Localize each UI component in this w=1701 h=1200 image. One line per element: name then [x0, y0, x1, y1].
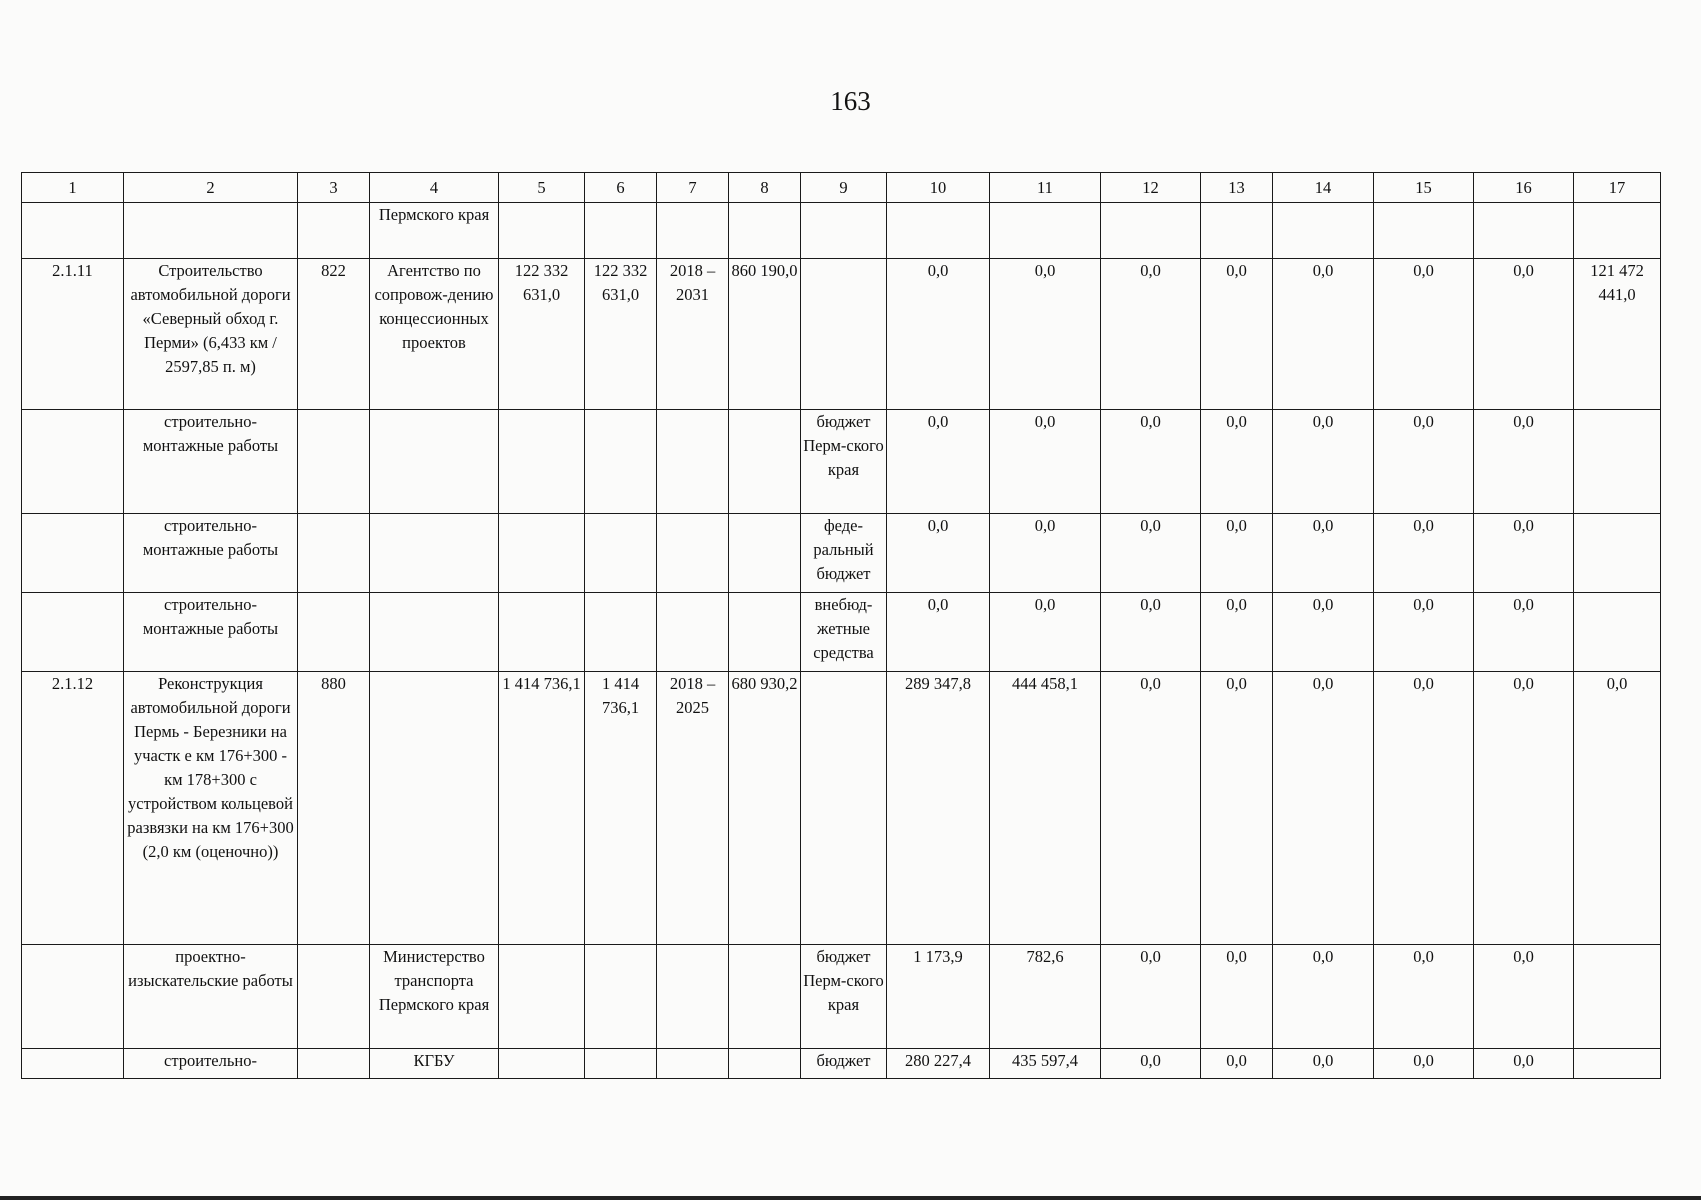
table-cell: 289 347,8 [887, 672, 990, 945]
table-cell [499, 203, 585, 259]
table-row [22, 945, 1661, 1049]
table-cell: Реконструкция автомобильной дороги Пермь - Березники на участк е км 176+300 - км 178+300 с устройством кольцевой развязки на км 176+300 (2,0 км (оценочно)) [124, 672, 298, 945]
table-cell: бюджет [801, 1049, 887, 1079]
table-cell: феде-ральный бюджет [801, 514, 887, 593]
table-cell [499, 945, 585, 1049]
table-cell: 0,0 [990, 410, 1101, 514]
table-cell: 1 414 736,1 [499, 672, 585, 945]
table-cell: 1 414 736,1 [585, 672, 657, 945]
table-cell [801, 672, 887, 945]
table-cell [370, 410, 499, 514]
table-cell [657, 514, 729, 593]
table-cell [585, 203, 657, 259]
table-cell: Министерство транспорта Пермского края [370, 945, 499, 1049]
table-cell [990, 203, 1101, 259]
table-cell [22, 203, 124, 259]
table-cell: 0,0 [1273, 259, 1374, 410]
table-cell [370, 514, 499, 593]
table-cell: 0,0 [1474, 410, 1574, 514]
table-cell [499, 593, 585, 672]
scan-bottom-edge [0, 1196, 1701, 1200]
table-row [22, 410, 1661, 514]
page-number: 163 [830, 86, 871, 116]
table-cell [1574, 945, 1661, 1049]
table-cell: 0,0 [990, 259, 1101, 410]
table-cell [1574, 1049, 1661, 1079]
table-cell: 0,0 [1574, 672, 1661, 945]
table-cell [657, 1049, 729, 1079]
column-number-cell: 5 [499, 173, 585, 203]
table-cell [585, 593, 657, 672]
budget-table [21, 172, 1661, 1079]
table-cell: 0,0 [1374, 593, 1474, 672]
table-cell [1201, 203, 1273, 259]
table-cell [22, 1049, 124, 1079]
table-cell: КГБУ [370, 1049, 499, 1079]
table-cell: 0,0 [1374, 514, 1474, 593]
column-number-cell: 13 [1201, 173, 1273, 203]
table-cell: 0,0 [1474, 259, 1574, 410]
column-number-cell: 8 [729, 173, 801, 203]
table-cell: 0,0 [1201, 514, 1273, 593]
table-cell: 0,0 [1101, 514, 1201, 593]
table-cell: 444 458,1 [990, 672, 1101, 945]
table-cell: 0,0 [1101, 945, 1201, 1049]
table-cell [124, 203, 298, 259]
column-number-cell: 15 [1374, 173, 1474, 203]
table-cell [801, 259, 887, 410]
table-cell [1273, 203, 1374, 259]
table-cell [370, 593, 499, 672]
table-cell [657, 410, 729, 514]
table-cell [22, 945, 124, 1049]
table-cell: 0,0 [1201, 410, 1273, 514]
table-cell: 860 190,0 [729, 259, 801, 410]
table-cell: 0,0 [1374, 410, 1474, 514]
table-cell: строительно- [124, 1049, 298, 1079]
table-cell: 680 930,2 [729, 672, 801, 945]
column-number-cell: 12 [1101, 173, 1201, 203]
table-cell [657, 593, 729, 672]
table-row [22, 203, 1661, 259]
table-cell: 0,0 [1201, 259, 1273, 410]
table-cell: 0,0 [1101, 672, 1201, 945]
table-cell: 0,0 [887, 410, 990, 514]
table-cell: 0,0 [1101, 410, 1201, 514]
table-cell [1574, 593, 1661, 672]
column-number-cell: 10 [887, 173, 990, 203]
table-cell [22, 410, 124, 514]
table-cell: 0,0 [1474, 593, 1574, 672]
table-cell: 0,0 [1201, 945, 1273, 1049]
table-cell: бюджет Перм-ского края [801, 410, 887, 514]
table-cell [657, 945, 729, 1049]
table-cell: 2018 – 2025 [657, 672, 729, 945]
table-cell: 0,0 [1474, 945, 1574, 1049]
table-cell: 0,0 [1474, 514, 1574, 593]
column-number-cell: 1 [22, 173, 124, 203]
table-cell [887, 203, 990, 259]
table-cell: 0,0 [1374, 259, 1474, 410]
table-cell: 0,0 [1374, 672, 1474, 945]
column-number-cell: 11 [990, 173, 1101, 203]
table-cell: 0,0 [1273, 593, 1374, 672]
table-cell: 0,0 [1273, 1049, 1374, 1079]
table-cell: 0,0 [887, 514, 990, 593]
table-cell [585, 514, 657, 593]
table-cell [729, 593, 801, 672]
table-cell: 0,0 [1374, 1049, 1474, 1079]
table-cell [801, 203, 887, 259]
table-cell: строительно-монтажные работы [124, 593, 298, 672]
table-cell: 2018 – 2031 [657, 259, 729, 410]
table-row [22, 672, 1661, 945]
column-number-cell: 16 [1474, 173, 1574, 203]
table-cell: 435 597,4 [990, 1049, 1101, 1079]
table-cell [729, 514, 801, 593]
table-cell [585, 410, 657, 514]
table-cell: 1 173,9 [887, 945, 990, 1049]
table-cell [22, 514, 124, 593]
table-cell: 0,0 [1273, 514, 1374, 593]
table-cell: 2.1.11 [22, 259, 124, 410]
table-cell: 0,0 [1201, 672, 1273, 945]
table-cell: 0,0 [1101, 1049, 1201, 1079]
table-cell: 0,0 [1101, 593, 1201, 672]
table-row [22, 259, 1661, 410]
table-cell: 0,0 [1201, 1049, 1273, 1079]
table-cell [585, 945, 657, 1049]
table-cell [298, 593, 370, 672]
column-number-cell: 6 [585, 173, 657, 203]
table-cell [657, 203, 729, 259]
column-number-cell: 4 [370, 173, 499, 203]
column-number-cell: 3 [298, 173, 370, 203]
table-row [22, 1049, 1661, 1079]
table-cell [298, 514, 370, 593]
table-cell: 0,0 [1101, 259, 1201, 410]
table-cell [729, 1049, 801, 1079]
table-cell [729, 945, 801, 1049]
table-cell: 122 332 631,0 [585, 259, 657, 410]
table-cell: проектно-изыскательские работы [124, 945, 298, 1049]
table-cell [370, 672, 499, 945]
table-cell [1474, 203, 1574, 259]
table-cell: 280 227,4 [887, 1049, 990, 1079]
table-cell: 0,0 [1201, 593, 1273, 672]
table-cell [22, 593, 124, 672]
column-number-cell: 7 [657, 173, 729, 203]
table-cell: 782,6 [990, 945, 1101, 1049]
table-row [22, 593, 1661, 672]
table-cell [298, 410, 370, 514]
table-cell: 0,0 [1273, 672, 1374, 945]
table-cell: 0,0 [990, 514, 1101, 593]
column-number-cell: 2 [124, 173, 298, 203]
table-cell [1101, 203, 1201, 259]
table-cell: 880 [298, 672, 370, 945]
table-cell: 121 472 441,0 [1574, 259, 1661, 410]
column-number-cell: 9 [801, 173, 887, 203]
table-cell [499, 1049, 585, 1079]
table-cell: внебюд-жетные средства [801, 593, 887, 672]
table-cell [298, 1049, 370, 1079]
column-number-cell: 14 [1273, 173, 1374, 203]
table-cell: Пермского края [370, 203, 499, 259]
table-cell: строительно-монтажные работы [124, 514, 298, 593]
table-cell [298, 203, 370, 259]
table-cell [1574, 410, 1661, 514]
table-cell [1574, 203, 1661, 259]
table-cell [729, 203, 801, 259]
table-cell: 0,0 [1273, 945, 1374, 1049]
table-cell: Строительство автомобильной дороги «Северный обход г. Перми» (6,433 км / 2597,85 п. м) [124, 259, 298, 410]
column-number-row [22, 173, 1661, 203]
table-cell: 0,0 [887, 259, 990, 410]
table-cell [499, 514, 585, 593]
table-cell: 2.1.12 [22, 672, 124, 945]
table-cell [729, 410, 801, 514]
table-cell: 0,0 [887, 593, 990, 672]
table-row [22, 514, 1661, 593]
table-cell: бюджет Перм-ского края [801, 945, 887, 1049]
table-cell: 0,0 [1474, 1049, 1574, 1079]
table-cell: строительно-монтажные работы [124, 410, 298, 514]
table-cell [1374, 203, 1474, 259]
column-number-cell: 17 [1574, 173, 1661, 203]
table-cell: 0,0 [1273, 410, 1374, 514]
table-cell: 122 332 631,0 [499, 259, 585, 410]
table-cell [1574, 514, 1661, 593]
table-cell [499, 410, 585, 514]
table-cell: 0,0 [1474, 672, 1574, 945]
table-cell: 0,0 [1374, 945, 1474, 1049]
table-cell [298, 945, 370, 1049]
table-cell [585, 1049, 657, 1079]
table-cell: 0,0 [990, 593, 1101, 672]
table-cell: 822 [298, 259, 370, 410]
table-cell: Агентство по сопровож-дению концессионных проектов [370, 259, 499, 410]
